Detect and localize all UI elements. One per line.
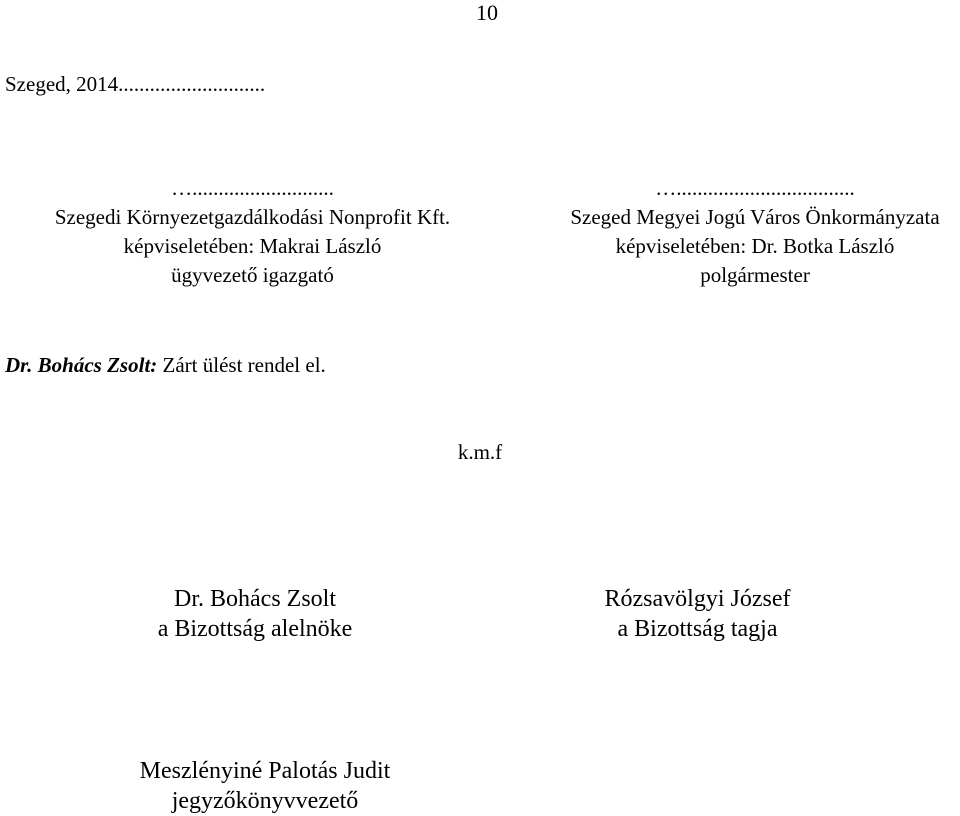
signature-block-recorder [60,756,470,816]
signatory-name: Rózsavölgyi József [604,586,791,612]
signatory-role: ügyvezető igazgató [171,263,334,287]
signature-block-municipality [520,174,960,290]
statement-paragraph [5,352,326,378]
signatory-name: Dr. Bohács Zsolt [174,586,336,612]
statement-text: Zárt ülést rendel el. [157,353,326,377]
signature-block-chair [50,584,460,644]
signature-line: ….................................. [655,176,855,200]
signatory-representation: képviseletében: Makrai László [123,234,382,258]
page-number: 10 [476,0,498,25]
kmf-marker: k.m.f [457,440,503,464]
signatory-role: a Bizottság alelnöke [157,616,353,642]
signature-block-member [500,584,895,644]
signatory-representation: képviseletében: Dr. Botka László [615,234,895,258]
signature-line: …........................... [171,176,334,200]
signatory-organization: Szegedi Környezetgazdálkodási Nonprofit Kft. [54,205,451,229]
signature-block-contractor [0,174,505,290]
place-date: Szeged, 2014............................ [5,72,266,96]
signatory-organization: Szeged Megyei Jogú Város Önkormányzata [570,205,940,229]
signatory-name: Meszlényiné Palotás Judit [139,758,391,784]
signatory-role: a Bizottság tagja [617,616,778,642]
speaker-name: Dr. Bohács Zsolt: [5,353,158,377]
signatory-role: jegyzőkönyvvezető [171,788,359,814]
signatory-role: polgármester [700,263,810,287]
